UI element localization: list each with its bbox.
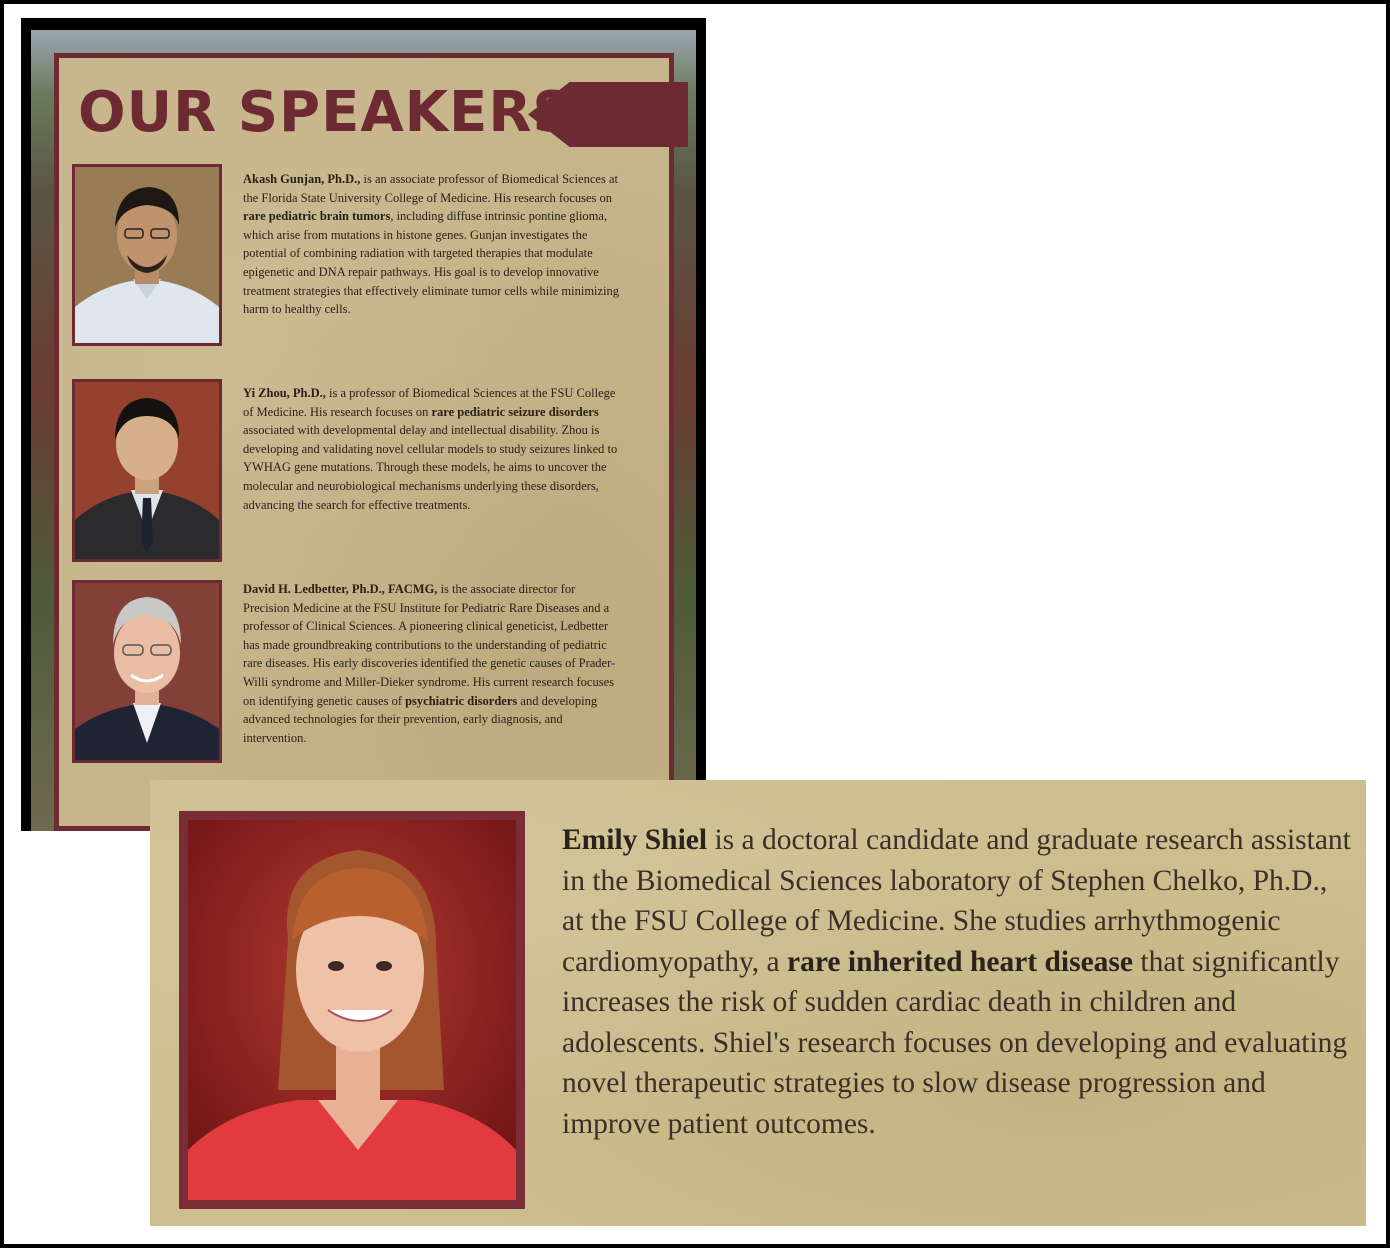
bio-text: and developing advanced technologies for their prevention, early diagnosis, and intervention. xyxy=(243,693,598,745)
featured-speaker-bio xyxy=(562,820,1352,1144)
speaker-name: Akash Gunjan, Ph.D., xyxy=(243,172,361,186)
speaker-bio-ledbetter xyxy=(243,580,623,747)
speaker-bio-gunjan xyxy=(243,170,623,319)
speaker-photo-ledbetter xyxy=(72,580,222,763)
bio-highlight: psychiatric disorders xyxy=(405,693,518,708)
bio-highlight: rare inherited heart disease xyxy=(787,945,1134,978)
bio-text: is a doctoral candidate and graduate research assistant in the Biomedical Sciences laboratory of Stephen Chelko, Ph.D., at the FSU College of Medicine. She studies arrhythmogenic cardiomyopathy, a xyxy=(562,824,1351,978)
speakers-poster xyxy=(21,18,706,831)
speaker-photo-gunjan xyxy=(72,164,222,346)
bio-text: is the associate director for Precision Medicine at the FSU Institute for Pediatric Rare Diseases and a professor of Clinical Sciences. A pioneering clinical geneticist, Ledbetter has made groundbreaking contributions to the understanding of pediatric rare diseases. His early discoveries identified the genetic causes of Prader-Willi syndrome and Miller-Dieker syndrome. His current research focuses on identifying genetic causes of xyxy=(243,582,616,708)
bio-text: , including diffuse intrinsic pontine glioma, which arise from mutations in histone genes. Gunjan investigates the potential of combining radiation with targeted therapies that modulate epigenetic and DNA repair pathways. His goal is to develop innovative treatment strategies that effectively eliminate tumor cells while minimizing harm to healthy cells. xyxy=(243,209,620,317)
bio-text: is an associate professor of Biomedical Sciences at the Florida State University College of Medicine. His research focuses on xyxy=(243,172,618,205)
speaker-photo-shiel xyxy=(179,811,525,1209)
speaker-photo-zhou xyxy=(72,379,222,562)
speaker-bio-zhou xyxy=(243,384,623,514)
bio-text: is a professor of Biomedical Sciences at the FSU College of Medicine. His research focuses on xyxy=(243,386,616,419)
bio-text: that significantly increases the risk of sudden cardiac death in children and adolescents. Shiel's research focuses on developing and evaluating novel therapeutic strategies to slow disease progression and improve patient outcomes. xyxy=(562,945,1348,1140)
speaker-name: David H. Ledbetter, Ph.D., FACMG, xyxy=(243,582,438,596)
speaker-name: Emily Shiel xyxy=(562,824,708,856)
featured-speaker-card xyxy=(150,780,1366,1226)
bio-highlight: rare pediatric seizure disorders xyxy=(431,404,599,419)
poster-heading: OUR SPEAKERS xyxy=(78,80,574,145)
speaker-name: Yi Zhou, Ph.D., xyxy=(243,386,326,400)
bio-highlight: rare pediatric brain tumors xyxy=(243,209,391,224)
bio-text: associated with developmental delay and intellectual disability. Zhou is developing and validating novel cellular models to study seizures linked to YWHAG gene mutations. Through these models, he aims to uncover the molecular and neurobiological mechanisms underlying these disorders, advancing the search for effective treatments. xyxy=(243,423,618,512)
